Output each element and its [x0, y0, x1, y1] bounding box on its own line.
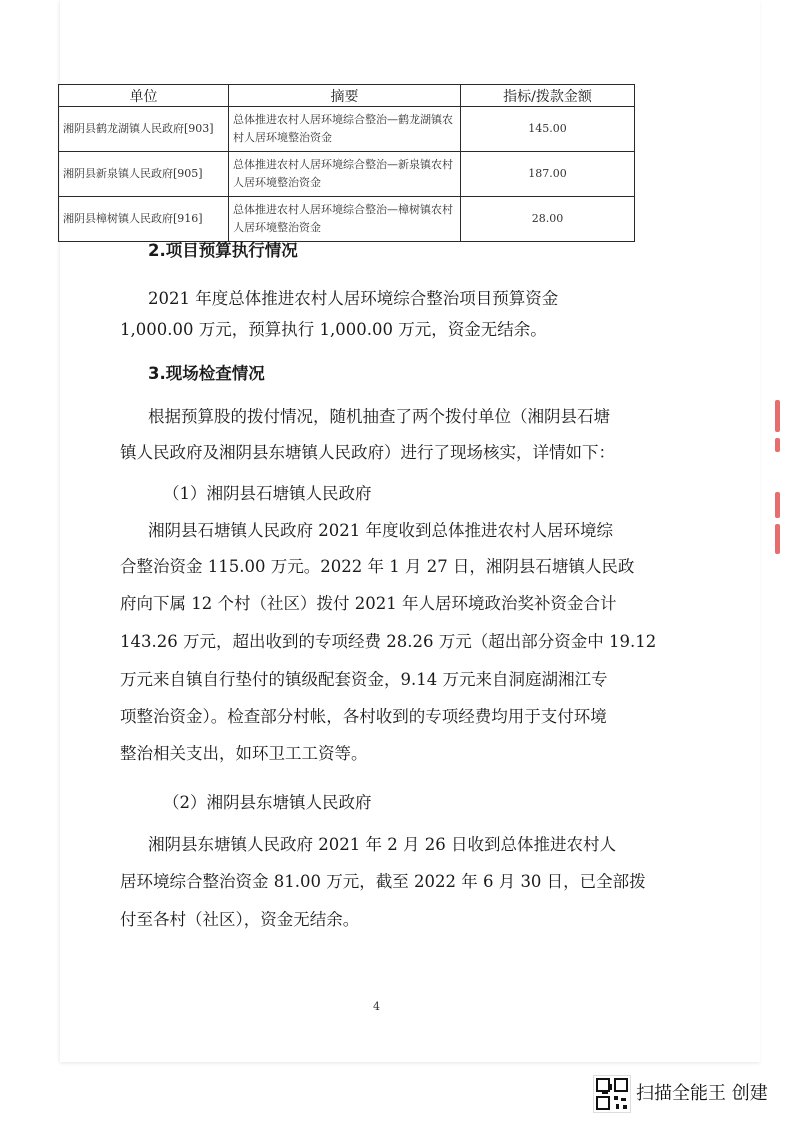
paragraph-line: 居环境综合整治资金 81.00 万元，截至 2022 年 6 月 30 日，已全部拨 — [120, 872, 646, 891]
paragraph-line: 付至各村（社区），资金无结余。 — [120, 910, 360, 929]
cell-amount: 145.00 — [461, 107, 635, 152]
red-seal-mark — [775, 438, 780, 452]
cell-unit: 湘阴县樟树镇人民政府[916] — [59, 197, 229, 242]
col-header-summary: 摘要 — [229, 85, 461, 107]
paragraph-line: 府向下属 12 个村（社区）拨付 2021 年人居环境政治奖补资金合计 — [120, 594, 617, 613]
cell-amount: 28.00 — [461, 197, 635, 242]
red-seal-mark — [775, 524, 780, 554]
page-number: 4 — [373, 1000, 380, 1013]
subheading-shitang: （1）湘阴县石塘镇人民政府 — [163, 484, 372, 503]
subheading-dongtang: （2）湘阴县东塘镇人民政府 — [163, 793, 372, 812]
red-seal-mark — [775, 492, 780, 518]
allocation-table — [58, 84, 635, 242]
section-heading-site-inspection: 3.现场检查情况 — [148, 364, 265, 383]
paragraph-line: 2021 年度总体推进农村人居环境综合整治项目预算资金 — [148, 289, 559, 308]
table-row — [59, 197, 635, 242]
paragraph-line: 143.26 万元，超出收到的专项经费 28.26 万元（超出部分资金中 19.12 — [120, 632, 657, 651]
cell-summary: 总体推进农村人居环境综合整治—鹤龙湖镇农村人居环境整治资金 — [229, 107, 461, 152]
cell-unit: 湘阴县鹤龙湖镇人民政府[903] — [59, 107, 229, 152]
table-row — [59, 152, 635, 197]
paragraph-line: 根据预算股的拨付情况，随机抽查了两个拨付单位（湘阴县石塘 — [148, 407, 610, 426]
cell-summary: 总体推进农村人居环境综合整治—新泉镇农村人居环境整治资金 — [229, 152, 461, 197]
paragraph-line: 整治相关支出，如环卫工工资等。 — [120, 744, 368, 763]
qr-code-icon — [593, 1075, 631, 1113]
table-header-row — [59, 85, 635, 107]
scanner-brand-label: 扫描全能王 创建 — [636, 1083, 768, 1104]
paragraph-line: 1,000.00 万元，预算执行 1,000.00 万元，资金无结余。 — [120, 320, 547, 339]
table-row — [59, 107, 635, 152]
col-header-amount: 指标/拨款金额 — [461, 85, 635, 107]
cell-unit: 湘阴县新泉镇人民政府[905] — [59, 152, 229, 197]
paragraph-line: 项整治资金）。检查部分村帐，各村收到的专项经费均用于支付环境 — [120, 707, 607, 726]
red-seal-mark — [775, 400, 780, 432]
section-heading-budget-execution: 2.项目预算执行情况 — [148, 241, 298, 260]
paragraph-line: 湘阴县石塘镇人民政府 2021 年度收到总体推进农村人居环境综 — [148, 521, 613, 540]
cell-summary: 总体推进农村人居环境综合整治—樟树镇农村人居环境整治资金 — [229, 197, 461, 242]
paragraph-line: 镇人民政府及湘阴县东塘镇人民政府）进行了现场核实，详情如下： — [120, 443, 615, 462]
col-header-unit: 单位 — [59, 85, 229, 107]
cell-amount: 187.00 — [461, 152, 635, 197]
paragraph-line: 合整治资金 115.00 万元。2022 年 1 月 27 日，湘阴县石塘镇人民政 — [120, 557, 635, 576]
paragraph-line: 万元来自镇自行垫付的镇级配套资金，9.14 万元来自洞庭湖湘江专 — [120, 670, 608, 689]
paragraph-line: 湘阴县东塘镇人民政府 2021 年 2 月 26 日收到总体推进农村人 — [148, 835, 616, 854]
